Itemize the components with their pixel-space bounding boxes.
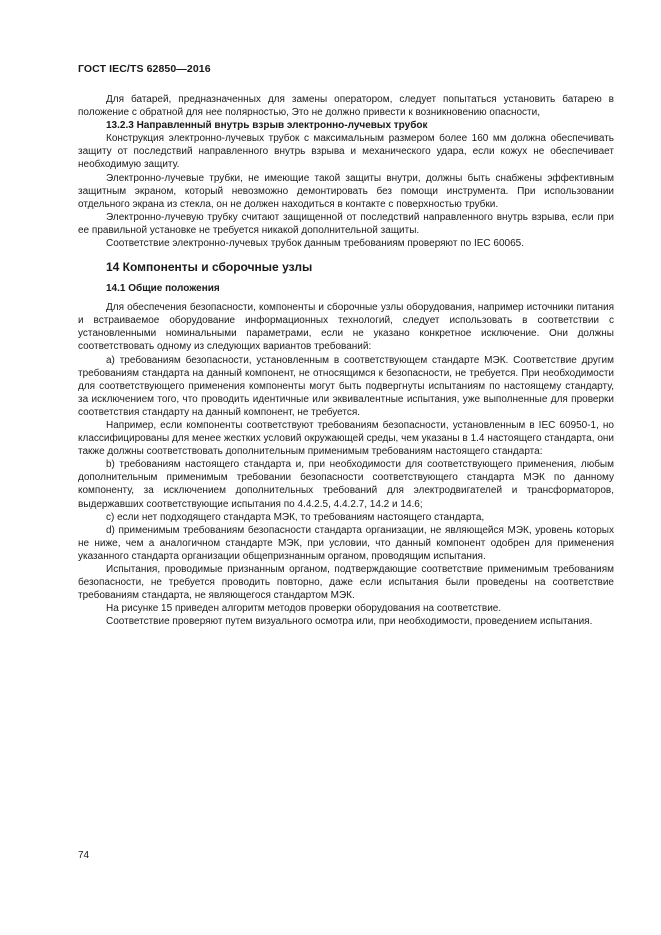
paragraph: Например, если компоненты соответствуют требованиям безопасности, установленным в IEC 60950-1, но классифицированы для менее жестких условий окружающей среды, чем указаны в 1.4 настоящего стандарта, они также должны соответствовать дополнительным применимым требованиям настоящего стандарта:: [78, 419, 614, 458]
paragraph: Конструкция электронно-лучевых трубок с максимальным размером более 160 мм должна обеспечивать защиту от последствий направленного внутрь взрыва и механического удара, если кожух не обеспечивает необходимую защиту.: [78, 133, 614, 171]
list-item: b) требованиям настоящего стандарта и, при необходимости для соответствующего применения, любым дополнительным применимым требовании безопасности соответствующего стандарта МЭК по данному компоненту, за исключением дополнительных требований для электродвигателей и трансформаторов, выдержавших соответствующие испытания по 4.4.2.5, 4.4.2.7, 14.2 и 14.6;: [78, 459, 614, 510]
clause-heading: 13.2.3 Направленный внутрь взрыв электронно-лучевых трубок: [106, 120, 428, 132]
paragraph: Испытания, проводимые признанным органом, подтверждающие соответствие применимым требованиям безопасности, не требуется проводить повторно, даже если испытания были проведены на соответствие требованиям стандарта, не являющегося стандартом МЭК.: [78, 564, 614, 602]
paragraph: Электронно-лучевые трубки, не имеющие такой защиты внутри, должны быть снабжены эффективным защитным экраном, который невозможно демонтировать без помощи инструмента. При использовании отдельного экрана из стекла, он не должен находиться в контакте с поверхностью трубки.: [78, 172, 614, 210]
list-item: a) требованиям безопасности, установленным в соответствующем стандарте МЭК. Соответствие другим требованиям стандарта на данный компонент, не относящимся к безопасности, не требуется. При необходимости для соответствующего применения компоненты могут быть подвергнуты испытаниям по настоящему стандарту, за исключением того, что проводить идентичные или эквивалентные испытания, уже выполненные для проверки соответствия стандарту на данный компонент, не требуется.: [78, 354, 614, 418]
list-item: c) если нет подходящего стандарта МЭК, то требованиям настоящего стандарта,: [106, 511, 485, 523]
page-number: 74: [78, 850, 90, 861]
document-header: ГОСТ IEC/TS 62850—2016: [78, 63, 211, 75]
document-body: [78, 93, 614, 628]
section-title: 14 Компоненты и сборочные узлы: [106, 260, 313, 275]
subsection-title: 14.1 Общие положения: [106, 283, 220, 295]
paragraph: На рисунке 15 приведен алгоритм методов проверки оборудования на соответствие.: [106, 603, 502, 615]
paragraph: Соответствие электронно-лучевых трубок данным требованиям проверяют по IEC 60065.: [106, 238, 524, 250]
paragraph: Для батарей, предназначенных для замены оператором, следует попытаться установить батарею в положение с обратной для нее полярностью, Это не должно привести к возникновению опасности,: [78, 94, 614, 119]
paragraph: Для обеспечения безопасности, компоненты и сборочные узлы оборудования, например источники питания и встраиваемое оборудование информационных технологий, следует использовать в соответствии с установленными номинальными параметрами, если не указано конкретное исключение. Они должны соответствовать одному из следующих вариантов требований:: [78, 302, 614, 353]
paragraph: Электронно-лучевую трубку считают защищенной от последствий направленного внутрь взрыва, если при ее правильной установке не требуется никакой дополнительной защиты.: [78, 211, 614, 236]
paragraph: Соответствие проверяют путем визуального осмотра или, при необходимости, проведением испытания.: [106, 616, 593, 628]
list-item: d) применимым требованиям безопасности стандарта организации, не являющейся МЭК, уровень которых не ниже, чем а аналогичном стандарте МЭК, при условии, что данный компонент одобрен для применения указанного стандарта организации общепризнанным органом, проводящим испытания.: [78, 524, 614, 562]
